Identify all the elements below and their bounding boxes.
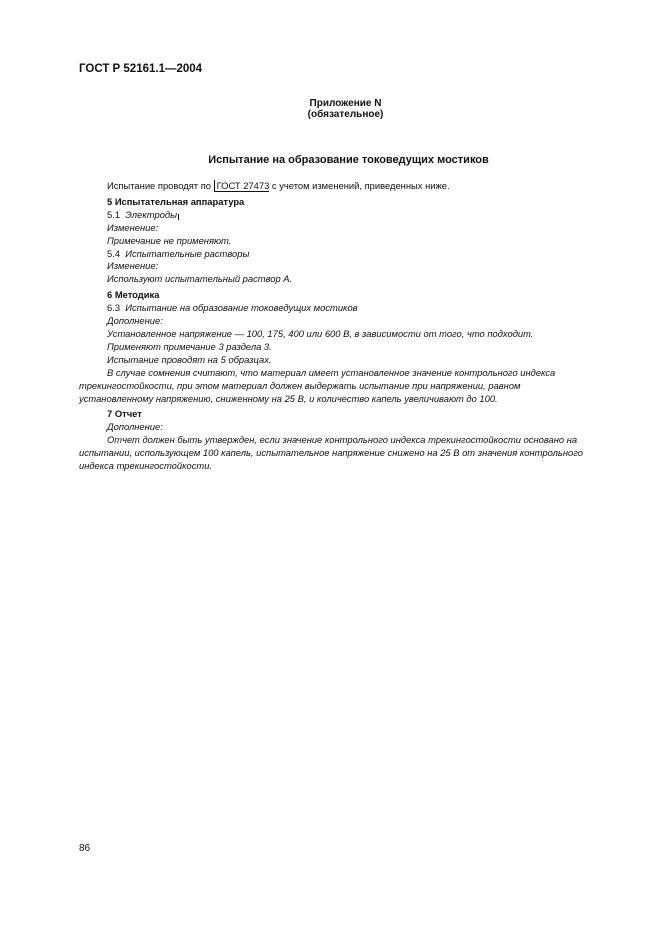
document-code: ГОСТ Р 52161.1—2004 xyxy=(79,63,203,75)
item-6-3-title: Испытание на образование токоведущих мостиков xyxy=(125,302,358,314)
item-5-1-change-label: Изменение: xyxy=(107,221,159,233)
item-5-1-change-text: Примечание не применяют. xyxy=(107,234,232,246)
item-6-3-line-3: Испытание проводят на 5 образцах. xyxy=(107,353,272,365)
item-5-1-title: Электроды xyxy=(125,208,178,220)
section-6-heading: 6 Методика xyxy=(107,289,160,301)
item-6-3-addition-label: Дополнение: xyxy=(107,315,163,327)
section-7-paragraph: Отчет должен быть утвержден, если значение контрольного индекса трекингостойкости основано на испытании, использующем 100 капель, испытательное напряжение снижено на 25 В от значения контрольного индекса трекингостойкости. xyxy=(79,434,583,472)
item-6-3 xyxy=(79,302,587,315)
page-title: Испытание на образование токоведущих мостиков xyxy=(208,154,489,166)
item-5-4-change-text: Используют испытательный раствор А. xyxy=(107,273,293,285)
section-7-addition-label: Дополнение: xyxy=(107,421,163,433)
appendix-heading xyxy=(0,98,661,120)
mark-icon xyxy=(178,214,179,220)
item-5-4 xyxy=(79,248,587,261)
section-5-heading: 5 Испытательная аппаратура xyxy=(107,195,245,207)
page-number: 86 xyxy=(79,843,91,854)
item-5-4-number: 5.4 xyxy=(107,247,121,259)
standard-link[interactable]: ГОСТ 27473 xyxy=(214,180,270,192)
item-6-3-line-2: Применяют примечание 3 раздела 3. xyxy=(107,340,272,352)
item-5-4-change-label: Изменение: xyxy=(107,260,159,272)
intro-text-before: Испытание проводят по xyxy=(107,180,211,191)
item-5-1 xyxy=(79,209,587,222)
item-5-4-title: Испытательные растворы xyxy=(125,247,250,259)
item-5-1-number: 5.1 xyxy=(107,208,121,220)
item-6-3-line-1: Установленное напряжение — 100, 175, 400 или 600 В, в зависимости от того, что подходит. xyxy=(107,327,534,339)
appendix-label: Приложение N xyxy=(309,98,382,109)
document-body xyxy=(79,180,587,473)
section-7-heading: 7 Отчет xyxy=(107,408,142,420)
intro-paragraph xyxy=(79,180,587,193)
item-6-3-paragraph: В случае сомнения считают, что материал имеет установленное значение контрольного индекса трекингостойкости, при этом материал должен выдержать испытание при напряжении, равном установленному напряжению, сниженному на 25 В, и количество капель увеличивают до 100. xyxy=(79,366,556,404)
intro-text-after: с учетом изменений, приведенных ниже. xyxy=(271,180,450,191)
item-6-3-number: 6.3 xyxy=(107,302,121,314)
appendix-status: (обязательное) xyxy=(307,109,384,120)
